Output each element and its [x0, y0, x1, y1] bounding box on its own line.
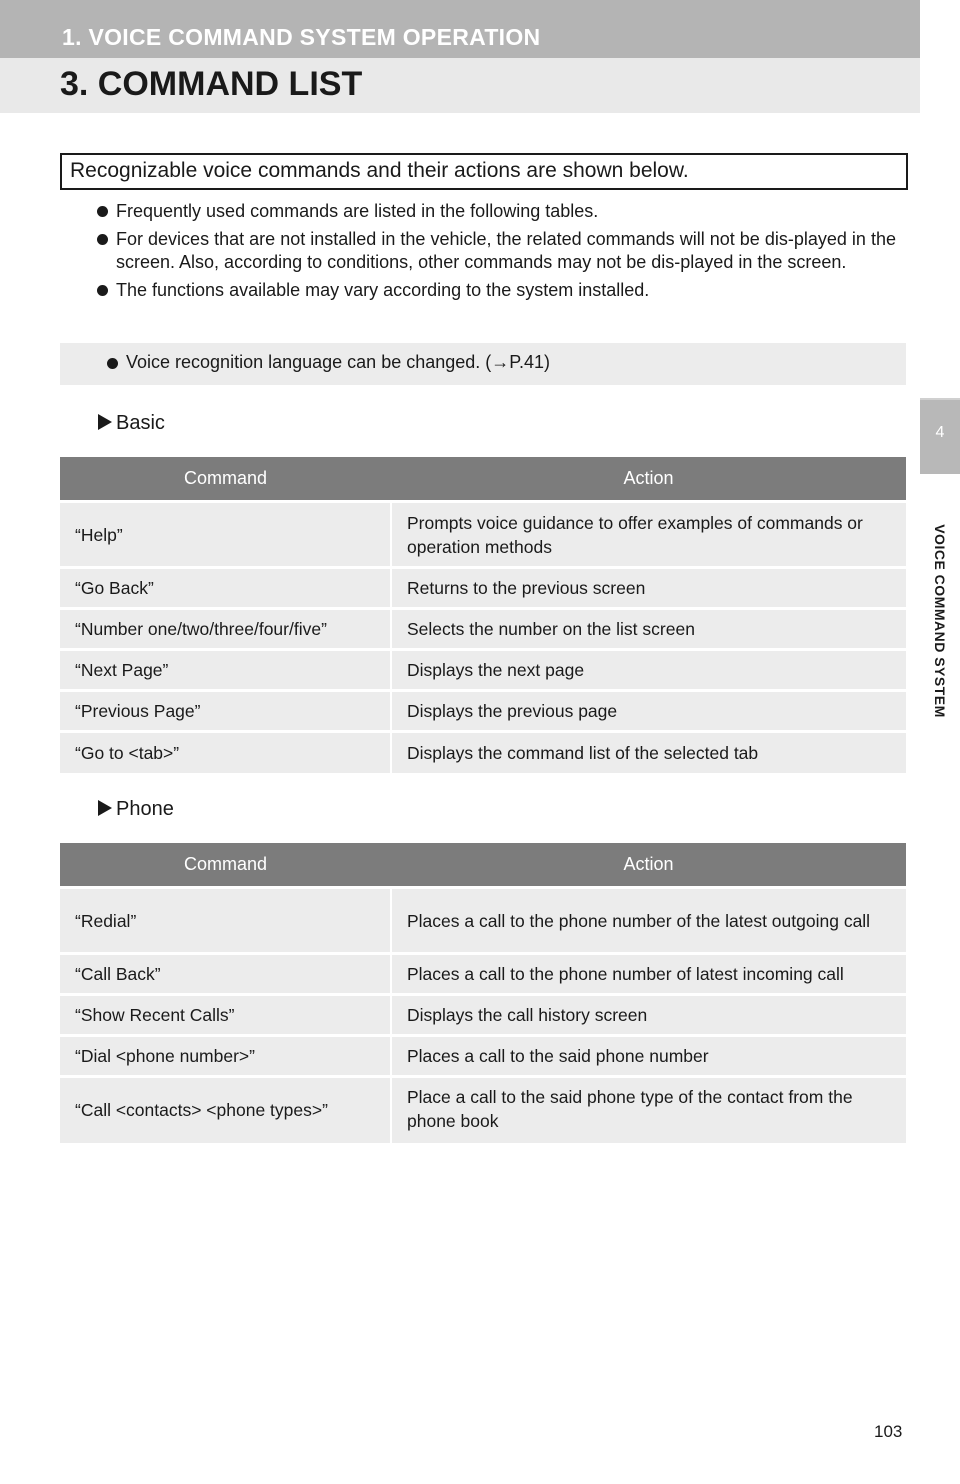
- action-cell: Places a call to the said phone number: [391, 1036, 906, 1077]
- action-cell: Displays the command list of the selected tab: [391, 732, 906, 773]
- column-header-action: Action: [391, 457, 906, 502]
- table-header-row: [60, 457, 906, 502]
- table-row: [60, 568, 906, 609]
- command-cell: “Call Back”: [60, 954, 391, 995]
- command-cell: “Help”: [60, 502, 391, 568]
- action-cell: Displays the next page: [391, 650, 906, 691]
- phone-heading: Phone: [98, 798, 174, 821]
- action-cell: Returns to the previous screen: [391, 568, 906, 609]
- command-cell: “Go Back”: [60, 568, 391, 609]
- section-title: 3. COMMAND LIST: [60, 65, 363, 103]
- section-header: [0, 58, 920, 113]
- action-cell: Place a call to the said phone type of the contact from the phone book: [391, 1077, 906, 1143]
- bullet-dot-icon: [97, 285, 108, 296]
- command-cell: “Show Recent Calls”: [60, 995, 391, 1036]
- command-cell: “Call <contacts> <phone types>”: [60, 1077, 391, 1143]
- command-cell: “Number one/two/three/four/five”: [60, 609, 391, 650]
- phone-command-table: [60, 843, 906, 1143]
- table-row: [60, 954, 906, 995]
- table-row: [60, 691, 906, 732]
- bullet-item: The functions available may vary according to the system installed.: [70, 279, 896, 302]
- action-cell: Prompts voice guidance to offer examples of commands or operation methods: [391, 502, 906, 568]
- bullet-dot-icon: [97, 234, 108, 245]
- intro-text: Recognizable voice commands and their actions are shown below.: [70, 159, 689, 182]
- action-cell: Displays the previous page: [391, 691, 906, 732]
- bullet-dot-icon: [107, 358, 118, 369]
- command-cell: “Next Page”: [60, 650, 391, 691]
- command-cell: “Dial <phone number>”: [60, 1036, 391, 1077]
- table-row: [60, 732, 906, 773]
- bullet-item: For devices that are not installed in the vehicle, the related commands will not be dis-played in the screen. Also, according to conditions, other commands may not be dis-played in the screen.: [70, 228, 896, 274]
- command-cell: “Go to <tab>”: [60, 732, 391, 773]
- note-text: Voice recognition language can be changed. (→P.41): [126, 352, 550, 372]
- chapter-number-tab: [920, 400, 960, 474]
- table-row: [60, 888, 906, 954]
- chapter-title: 1. VOICE COMMAND SYSTEM OPERATION: [62, 24, 541, 50]
- page-number: 103: [874, 1422, 903, 1441]
- bullet-list: [70, 200, 896, 307]
- table-row: [60, 650, 906, 691]
- bullet-item: Frequently used commands are listed in the following tables.: [70, 200, 896, 223]
- table-row: [60, 502, 906, 568]
- intro-box: [60, 153, 908, 190]
- note-box: [60, 343, 906, 385]
- chapter-label: VOICE COMMAND SYSTEM: [932, 524, 948, 718]
- column-header-command: Command: [60, 843, 391, 888]
- column-header-command: Command: [60, 457, 391, 502]
- table-row: [60, 1077, 906, 1143]
- column-header-action: Action: [391, 843, 906, 888]
- command-cell: “Redial”: [60, 888, 391, 954]
- action-cell: Displays the call history screen: [391, 995, 906, 1036]
- triangle-right-icon: [98, 414, 112, 430]
- table-row: [60, 609, 906, 650]
- table-row: [60, 1036, 906, 1077]
- triangle-right-icon: [98, 800, 112, 816]
- action-cell: Selects the number on the list screen: [391, 609, 906, 650]
- command-cell: “Previous Page”: [60, 691, 391, 732]
- side-chapter-tab: [920, 0, 960, 1484]
- table-header-row: [60, 843, 906, 888]
- table-row: [60, 995, 906, 1036]
- chapter-header: [0, 0, 920, 58]
- action-cell: Places a call to the phone number of latest incoming call: [391, 954, 906, 995]
- chapter-number: 4: [935, 424, 945, 441]
- basic-heading: Basic: [98, 412, 165, 435]
- basic-command-table: [60, 457, 906, 773]
- bullet-dot-icon: [97, 206, 108, 217]
- action-cell: Places a call to the phone number of the latest outgoing call: [391, 888, 906, 954]
